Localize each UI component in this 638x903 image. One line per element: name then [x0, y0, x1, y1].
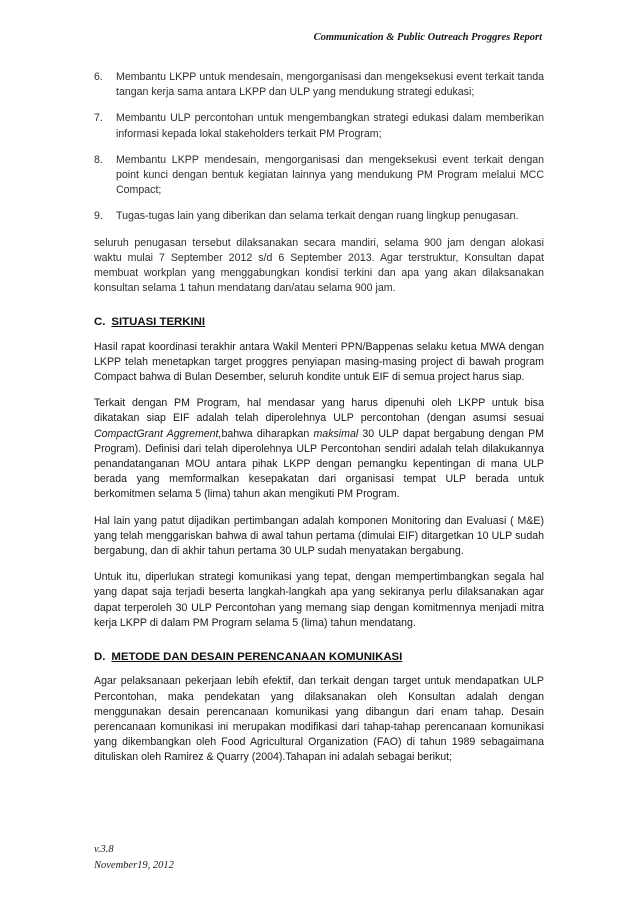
- list-item-number: 7.: [94, 112, 103, 125]
- intro-paragraph: seluruh penugasan tersebut dilaksanakan secara mandiri, selama 900 jam dengan alokasi waktu mulai 7 September 2012 s/d 6 September 2013. Agar terstruktur, Konsultan dapat membuat workplan yang menggabungkan kondisi terkini dan apa yang akan dilaksanakan konsultan selama 1 tahun mendatang dan/atau selama 900 jam.: [94, 236, 544, 295]
- paragraph-text: 30 ULP dapat bergabung dengan PM Program). Definisi dari telah diperolehnya ULP Percontohan sendiri adalah telah dilakukannya penandatanganan MOU antara pihak LKPP dengan pemangku kepentingan di mana ULP berada yang memformalkan kesepakatan dari organisasi tempat ULP berada untuk berkomitmen selama 5 (lima) tahun akan mengikuti PM Program.: [94, 427, 544, 501]
- section-c-heading: [94, 315, 544, 330]
- footer-date: November19, 2012: [94, 860, 174, 871]
- italic-term: maksimal: [313, 427, 359, 440]
- list-item: [94, 153, 544, 199]
- section-c-paragraph-4: Untuk itu, diperlukan strategi komunikasi yang tepat, dengan mempertimbangkan segala hal yang dapat saja terjadi beserta langkah-langkah apa yang sekiranya perlu dilaksanakan agar dapat terperoleh 30 ULP Percontohan yang memang siap dengan komitmennya menjadi mitra kerja LKPP di dalam PM Program selama 5 (lima) tahun mendatang.: [94, 571, 544, 629]
- page-footer: [94, 842, 174, 874]
- footer-version: v.3.8: [94, 844, 114, 855]
- paragraph-text: Terkait dengan PM Program, hal mendasar yang harus dipenuhi oleh LKPP untuk bisa dikatakan siap EIF adalah telah diperolehnya ULP percontohan (dengan asumsi sesuai: [94, 397, 544, 425]
- paragraph-text: bahwa diharapkan: [221, 427, 314, 440]
- section-d-title: METODE DAN DESAIN PERENCANAAN KOMUNIKASI: [111, 651, 403, 664]
- list-item-text: Membantu ULP percontohan untuk mengembangkan strategi edukasi dalam memberikan informasi kepada lokal stakeholders terkait PM Program;: [116, 112, 544, 140]
- section-d-code: D.: [94, 651, 106, 664]
- list-item-text: Tugas-tugas lain yang diberikan dan selama terkait dengan ruang lingkup penugasan.: [116, 210, 519, 223]
- list-item: [94, 111, 544, 141]
- running-header: Communication & Public Outreach Proggres Report: [313, 32, 542, 43]
- section-c-title: SITUASI TERKINI: [111, 316, 206, 329]
- section-c-paragraph-1: Hasil rapat koordinasi terakhir antara Wakil Menteri PPN/Bappenas selaku ketua MWA dengan LKPP telah menetapkan target proggres penyiapan masing-masing project di bawah program Compact bahwa di Bulan Desember, seluruh kondite untuk EIF di semua project harus siap.: [94, 340, 544, 384]
- list-item: [94, 70, 544, 100]
- list-item-number: 6.: [94, 71, 103, 83]
- list-item-number: 8.: [94, 153, 103, 166]
- task-list: [94, 70, 544, 225]
- list-item: [94, 209, 544, 224]
- italic-term: CompactGrant Aggrement,: [94, 427, 222, 440]
- document-body: [94, 70, 544, 777]
- section-d-paragraph-1: Agar pelaksanaan pekerjaan lebih efektif, dan terkait dengan target untuk mendapatkan ULP Percontohan, maka pendekatan yang dilaksanakan oleh Konsultan adalah dengan menggunakan desain perencanaan komunikasi yang dibangun dari enam tahap. Desain perencanaan komunikasi ini merupakan modifikasi dari tahap-tahap perencanaan komunikasi yang dikembangkan oleh Food Agricultural Organization (FAO) di tahun 1989 sebagaimana dituliskan oleh Ramirez & Quarry (2004).Tahapan ini adalah sebagai berikut;: [94, 675, 544, 764]
- section-c-paragraph-3: Hal lain yang patut dijadikan pertimbangan adalah komponen Monitoring dan Evaluasi ( M&E) yang telah menggariskan bahwa di awal tahun pertama (dimulai EIF) ditargetkan 10 ULP sudah bergabung, dan di akhir tahun pertama 30 ULP sudah menyatakan bergabung.: [94, 514, 544, 558]
- section-d-heading: [94, 650, 544, 665]
- list-item-number: 9.: [94, 210, 103, 223]
- section-c-paragraph-2: [94, 396, 544, 502]
- section-c-code: C.: [94, 316, 106, 329]
- list-item-text: Membantu LKPP untuk mendesain, mengorganisasi dan mengeksekusi event terkait tanda tangan kerja sama antara LKPP dan ULP yang mendukung strategi edukasi;: [116, 71, 544, 99]
- list-item-text: Membantu LKPP mendesain, mengorganisasi dan mengeksekusi event terkait dengan point kunci dengan bentuk kegiatan lainnya yang mendukung PM Program melalui MCC Compact;: [116, 153, 544, 197]
